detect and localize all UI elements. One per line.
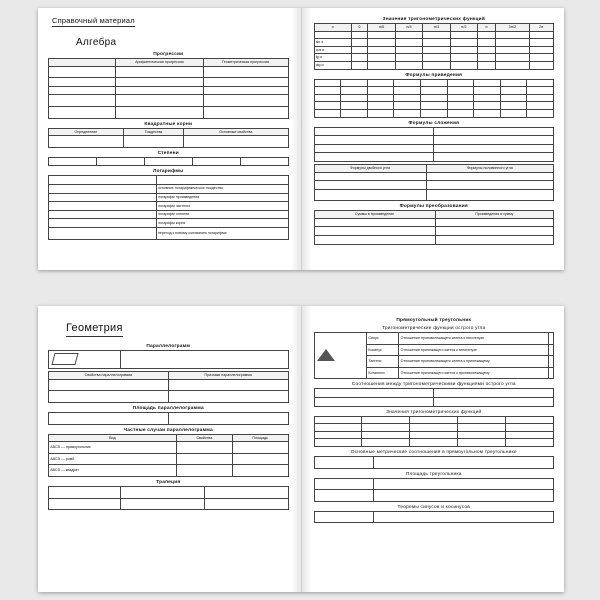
func-label: cos α bbox=[314, 46, 351, 54]
relations-title: Соотношения между тригонометрическими функциями острого угла bbox=[351, 382, 516, 388]
relations-table bbox=[314, 388, 555, 406]
bottom-spread bbox=[38, 306, 564, 592]
roots-table bbox=[48, 128, 289, 148]
special-col: Свойства bbox=[176, 434, 232, 442]
roots-col: Тождества bbox=[123, 128, 183, 136]
page-header: Справочный материал bbox=[52, 16, 135, 25]
log-row: логарифм корня bbox=[156, 219, 288, 228]
angle-cell: π/6 bbox=[368, 24, 395, 32]
section-logs: Логарифмы bbox=[153, 169, 184, 175]
angle-cell: 2π bbox=[529, 24, 553, 32]
log-row: основное логарифмическое тождество bbox=[156, 184, 288, 193]
special-row: ABCD — прямоугольник bbox=[49, 442, 177, 454]
trig-page bbox=[302, 8, 565, 270]
log-row: логарифм произведения bbox=[156, 193, 288, 202]
algebra-title: Алгебра bbox=[76, 37, 117, 48]
values-title: Значения тригонометрических функций bbox=[386, 409, 482, 415]
geometry-title: Геометрия bbox=[66, 322, 123, 337]
metric-title: Основные метрические соотношения в прямоугольном треугольнике bbox=[350, 449, 517, 455]
metric-table bbox=[314, 456, 555, 469]
special-col: Площадь bbox=[232, 434, 288, 442]
trig-def-table bbox=[314, 332, 555, 379]
angle-cell: π bbox=[477, 24, 495, 32]
func-name: Косинус bbox=[367, 344, 399, 356]
section-progressions: Прогрессии bbox=[153, 52, 184, 57]
log-row: логарифм частного bbox=[156, 202, 288, 211]
powers-table bbox=[48, 157, 289, 167]
area-title: Площадь треугольника bbox=[405, 471, 462, 477]
triangle-page bbox=[302, 306, 565, 592]
func-desc: Отношение противолежащего катета к прилежащему bbox=[399, 356, 548, 368]
section-trapezoid: Трапеция bbox=[156, 479, 181, 485]
func-name: Котангенс bbox=[367, 367, 399, 379]
func-desc: Отношение прилежащего катета к противолежащему bbox=[399, 367, 548, 379]
triangle-title: Прямоугольный треугольник bbox=[396, 318, 472, 323]
section-transform: Формулы преобразования bbox=[399, 204, 468, 210]
func-label: sin α bbox=[314, 39, 351, 47]
top-spread bbox=[38, 8, 564, 270]
section-powers: Степени bbox=[157, 150, 179, 156]
sum-to-prod-header: Суммы в произведение bbox=[314, 211, 435, 219]
angle-cell: 0 bbox=[351, 24, 368, 32]
signs-header: Признаки параллелограмма bbox=[168, 372, 288, 380]
func-desc: Отношение противолежащего катета к гипотенузе bbox=[399, 333, 548, 345]
values-table bbox=[314, 416, 555, 447]
func-name: Тангенс bbox=[367, 356, 399, 368]
angle-cell: π/2 bbox=[450, 24, 477, 32]
angle-cell: π/3 bbox=[423, 24, 450, 32]
section-reduction: Формулы приведения bbox=[405, 72, 463, 78]
col-geom: Геометрическая прогрессия bbox=[203, 59, 288, 67]
logs-table bbox=[48, 175, 289, 239]
theorems-table bbox=[314, 511, 555, 524]
section-special: Частные случаи параллелограмма bbox=[123, 427, 213, 433]
special-table bbox=[48, 434, 289, 477]
special-row: ABCD — квадрат bbox=[49, 465, 177, 477]
section-roots: Квадратные корни bbox=[144, 121, 193, 127]
angle-cell: α bbox=[314, 24, 351, 32]
col-arith: Арифметическая прогрессия bbox=[116, 59, 204, 67]
half-angle-header: Формулы половинного угла bbox=[426, 164, 553, 172]
parallelogram-def bbox=[48, 350, 289, 369]
prod-to-sum-header: Произведения в сумму bbox=[435, 211, 553, 219]
trapezoid-table bbox=[48, 486, 289, 510]
special-row: ABCD — ромб bbox=[49, 453, 177, 465]
section-trig-values: Значения тригонометрических функций bbox=[382, 17, 485, 22]
func-label: tg α bbox=[314, 54, 351, 62]
parallelogram-props bbox=[48, 371, 289, 403]
angle-cell: 3π/2 bbox=[496, 24, 530, 32]
geometry-page bbox=[38, 306, 302, 592]
transform-table bbox=[314, 210, 555, 244]
addition-table bbox=[314, 127, 555, 162]
func-name: Синус bbox=[367, 333, 399, 345]
section-parallelogram: Параллелограмм bbox=[146, 344, 191, 349]
triangle-subtitle: Тригонометрические функции острого угла bbox=[382, 326, 486, 331]
progressions-table bbox=[48, 58, 289, 119]
roots-col: Определение bbox=[49, 128, 124, 136]
parallelogram-figure bbox=[52, 353, 79, 365]
right-triangle-figure bbox=[317, 349, 335, 361]
func-label: ctg α bbox=[314, 61, 351, 69]
algebra-page bbox=[38, 8, 302, 270]
reduction-table bbox=[314, 79, 555, 118]
special-col: Вид bbox=[49, 434, 177, 442]
area-table bbox=[48, 412, 289, 425]
props-header: Свойства параллелограмма bbox=[49, 372, 169, 380]
theorems-title: Теоремы синусов и косинусов bbox=[397, 504, 470, 510]
trig-values-table bbox=[314, 23, 555, 70]
roots-col: Основные свойства bbox=[184, 128, 288, 136]
log-row: переход к новому основанию логарифма bbox=[156, 227, 288, 239]
tri-area-table bbox=[314, 478, 555, 502]
double-half-table bbox=[314, 164, 555, 201]
double-angle-header: Формулы двойного угла bbox=[314, 164, 426, 172]
section-area: Площадь параллелограмма bbox=[132, 405, 204, 411]
section-addition: Формулы сложения bbox=[408, 120, 460, 126]
angle-cell: π/4 bbox=[395, 24, 422, 32]
log-row: логарифм степени bbox=[156, 210, 288, 219]
func-desc: Отношение прилежащего катета к гипотенузе bbox=[399, 344, 548, 356]
